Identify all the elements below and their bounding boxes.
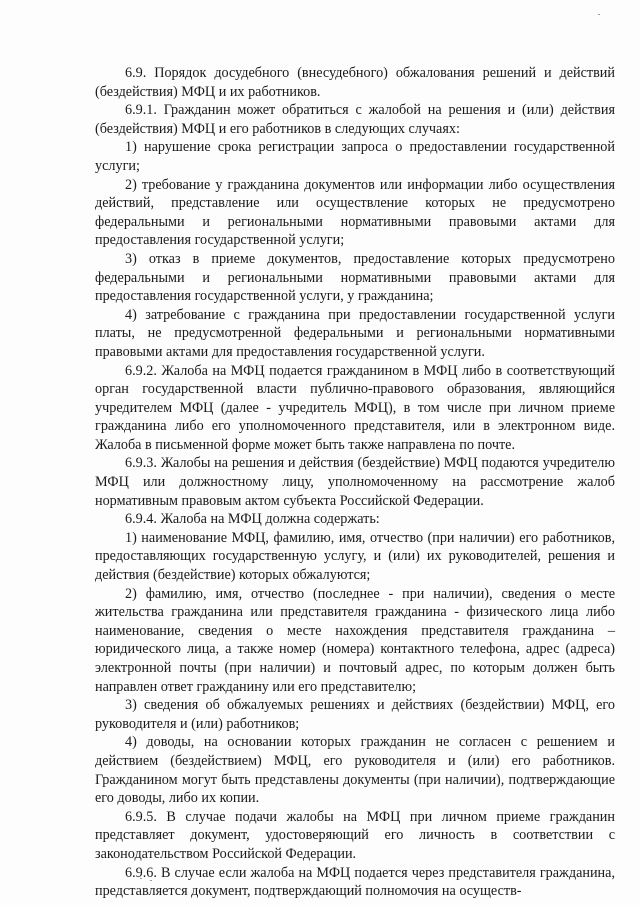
content-item-4: 4) доводы, на основании которых гражданин не согласен с решением и действием (бездействием) МФЦ, его руководителя и (или) его работников. Гражданином могут быть представлены документы (при наличии), подтверждающие его доводы, либо их копии. — [95, 734, 615, 807]
paragraph-6-9-6: 6.9.6. В случае если жалоба на МФЦ подается через представителя гражданина, представляется документ, подтверждающий полномочия на осуществ- — [95, 864, 615, 900]
content-item-2: 2) фамилию, имя, отчество (последнее - при наличии), сведения о месте жительства гражданина или представителя гражданина - физического лица либо наименование, сведения о месте нахождения представителя гражданина – юридического лица, а также номер (номера) контактного телефона, адрес (адреса) электронной почты (при наличии) и почтовый адрес, по которым должен быть направлен ответ гражданину или его представителю; — [95, 585, 615, 695]
paragraph-6-9: 6.9. Порядок досудебного (внесудебного) обжалования решений и действий (бездействия) МФЦ и их работников. — [95, 65, 615, 100]
content-item-3: 3) сведения об обжалуемых решениях и действиях (бездействии) МФЦ, его руководителя и (или) работников; — [95, 697, 615, 732]
document-body — [95, 64, 615, 901]
scan-speck — [598, 14, 600, 15]
paragraph-6-9-1: 6.9.1. Гражданин может обратиться с жалобой на решения и (или) действия (бездействия) МФЦ и его работников в следующих случаях: — [95, 102, 615, 137]
paragraph-6-9-2: 6.9.2. Жалоба на МФЦ подается гражданином в МФЦ либо в соответствующий орган государственной власти публично-правового образования, являющийся учредителем МФЦ (далее - учредитель МФЦ), в том числе при личном приеме гражданина либо его уполномоченного представителя, или в электронном виде. Жалоба в письменной форме может быть также направлена по почте. — [95, 362, 615, 453]
paragraph-6-9-5: 6.9.5. В случае подачи жалобы на МФЦ при личном приеме гражданин представляет документ, удостоверяющий его личность в соответствии с законодательством Российской Федерации. — [95, 808, 615, 862]
paragraph-6-9-3: 6.9.3. Жалобы на решения и действия (бездействие) МФЦ подаются учредителю МФЦ или должностному лицу, уполномоченному на рассмотрение жалоб нормативным правовым актом субъекта Российской Федерации. — [95, 455, 615, 509]
content-item-1: 1) наименование МФЦ, фамилию, имя, отчество (при наличии) его работников, предоставляющих государственную услугу, и (или) их руководителей, решения и действия (бездействие) которых обжалуются; — [95, 529, 615, 584]
list-item-3: 3) отказ в приеме документов, предоставление которых предусмотрено федеральными и региональными нормативными правовыми актами для предоставления государственной услуги, у гражданина; — [95, 250, 615, 305]
paragraph-6-9-4: 6.9.4. Жалоба на МФЦ должна содержать: — [125, 511, 380, 528]
list-item-4: 4) затребование с гражданина при предоставлении государственной услуги платы, не предусмотренной федеральными и региональными нормативными правовыми актами для предоставления государственной услуги. — [95, 306, 615, 360]
list-item-1: 1) нарушение срока регистрации запроса о предоставлении государственной услуги; — [95, 139, 615, 174]
list-item-2: 2) требование у гражданина документов или информации либо осуществления действий, представление или осуществление которых не предусмотрено федеральными и региональными нормативными правовыми актами для предоставления государственной услуги; — [95, 176, 615, 249]
